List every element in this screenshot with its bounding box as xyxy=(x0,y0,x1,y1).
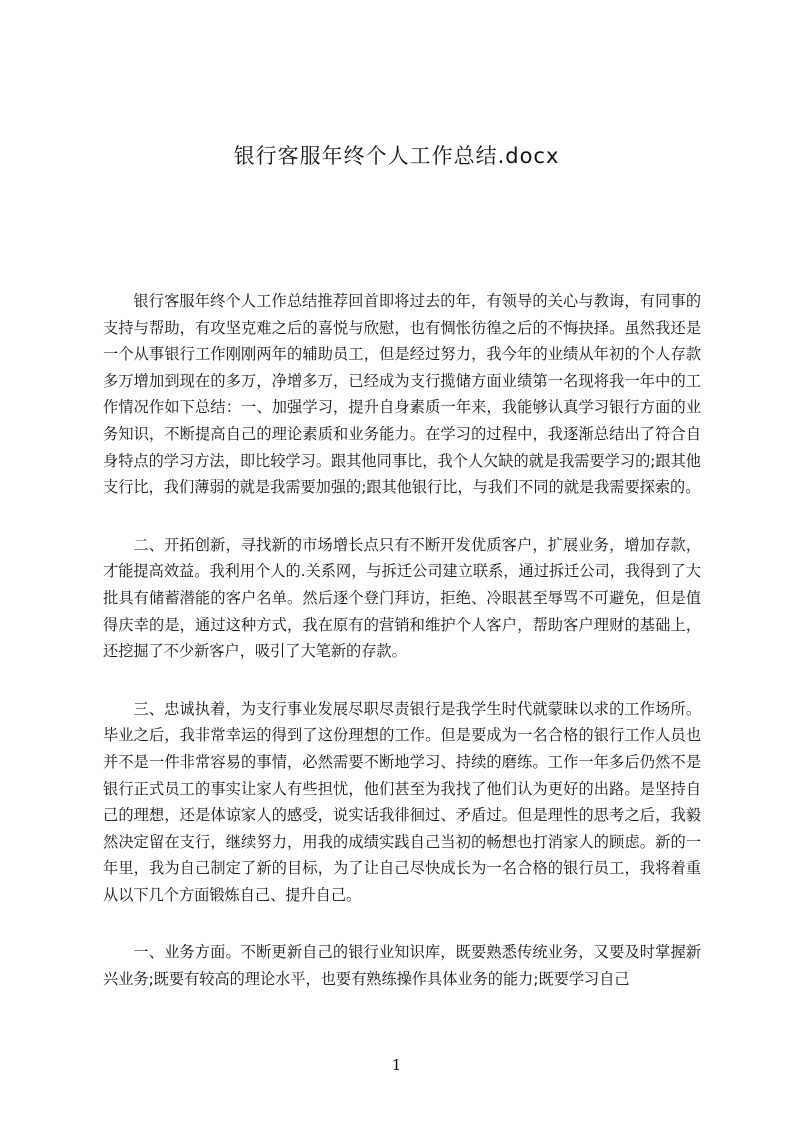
paragraph-3: 三、忠诚执着，为支行事业发展尽职尽责银行是我学生时代就蒙昧以求的工作场所。毕业之后，我非常幸运的得到了这份理想的工作。但是要成为一名合格的银行工作人员也并不是一件非常容易的事情，必然需要不断地学习、持续的磨练。工作一年多后仍然不是银行正式员工的事实让家人有些担忧，他们甚至为我找了他们认为更好的出路。是坚持自己的理想，还是体谅家人的感受，说实话我徘徊过、矛盾过。但是理性的思考之后，我毅然决定留在支行，继续努力，用我的成绩实践自己当初的畅想也打消家人的顾虑。新的一年里，我为自己制定了新的目标，为了让自己尽快成长为一名合格的银行员工，我将着重从以下几个方面锻炼自己、提升自己。 xyxy=(103,699,701,904)
paragraph-4: 一、业务方面。不断更新自己的银行业知识库，既要熟悉传统业务，又要及时掌握新兴业务;既要有较高的理论水平，也要有熟练操作具体业务的能力;既要学习自己 xyxy=(103,943,701,989)
document-title: 银行客服年终个人工作总结.docx xyxy=(233,144,560,168)
page-number: 1 xyxy=(391,1056,402,1074)
paragraph-1: 银行客服年终个人工作总结推荐回首即将过去的年，有领导的关心与教诲，有同事的支持与帮助，有攻坚克难之后的喜悦与欣慰，也有惆怅彷徨之后的不悔抉择。虽然我还是一个从事银行工作刚刚两年的辅助员工，但是经过努力，我今年的业绩从年初的个人存款多万增加到现在的多万，净增多万，已经成为支行揽储方面业绩第一名现将我一年中的工作情况作如下总结：一、加强学习，提升自身素质一年来，我能够认真学习银行方面的业务知识，不断提高自己的理论素质和业务能力。在学习的过程中，我逐渐总结出了符合自身特点的学习方法，即比较学习。跟其他同事比，我个人欠缺的就是我需要学习的;跟其他支行比，我们薄弱的就是我需要加强的;跟其他银行比，与我们不同的就是我需要探索的。 xyxy=(103,292,701,497)
paragraph-2: 二、开拓创新，寻找新的市场增长点只有不断开发优质客户，扩展业务，增加存款，才能提高效益。我利用个人的.关系网，与拆迁公司建立联系，通过拆迁公司，我得到了大批具有储蓄潜能的客户名单。然后逐个登门拜访，拒绝、冷眼甚至辱骂不可避免，但是值得庆幸的是，通过这种方式，我在原有的营销和维护个人客户，帮助客户理财的基础上，还挖掘了不少新客户，吸引了大笔新的存款。 xyxy=(103,535,701,661)
document-body xyxy=(103,288,701,1024)
